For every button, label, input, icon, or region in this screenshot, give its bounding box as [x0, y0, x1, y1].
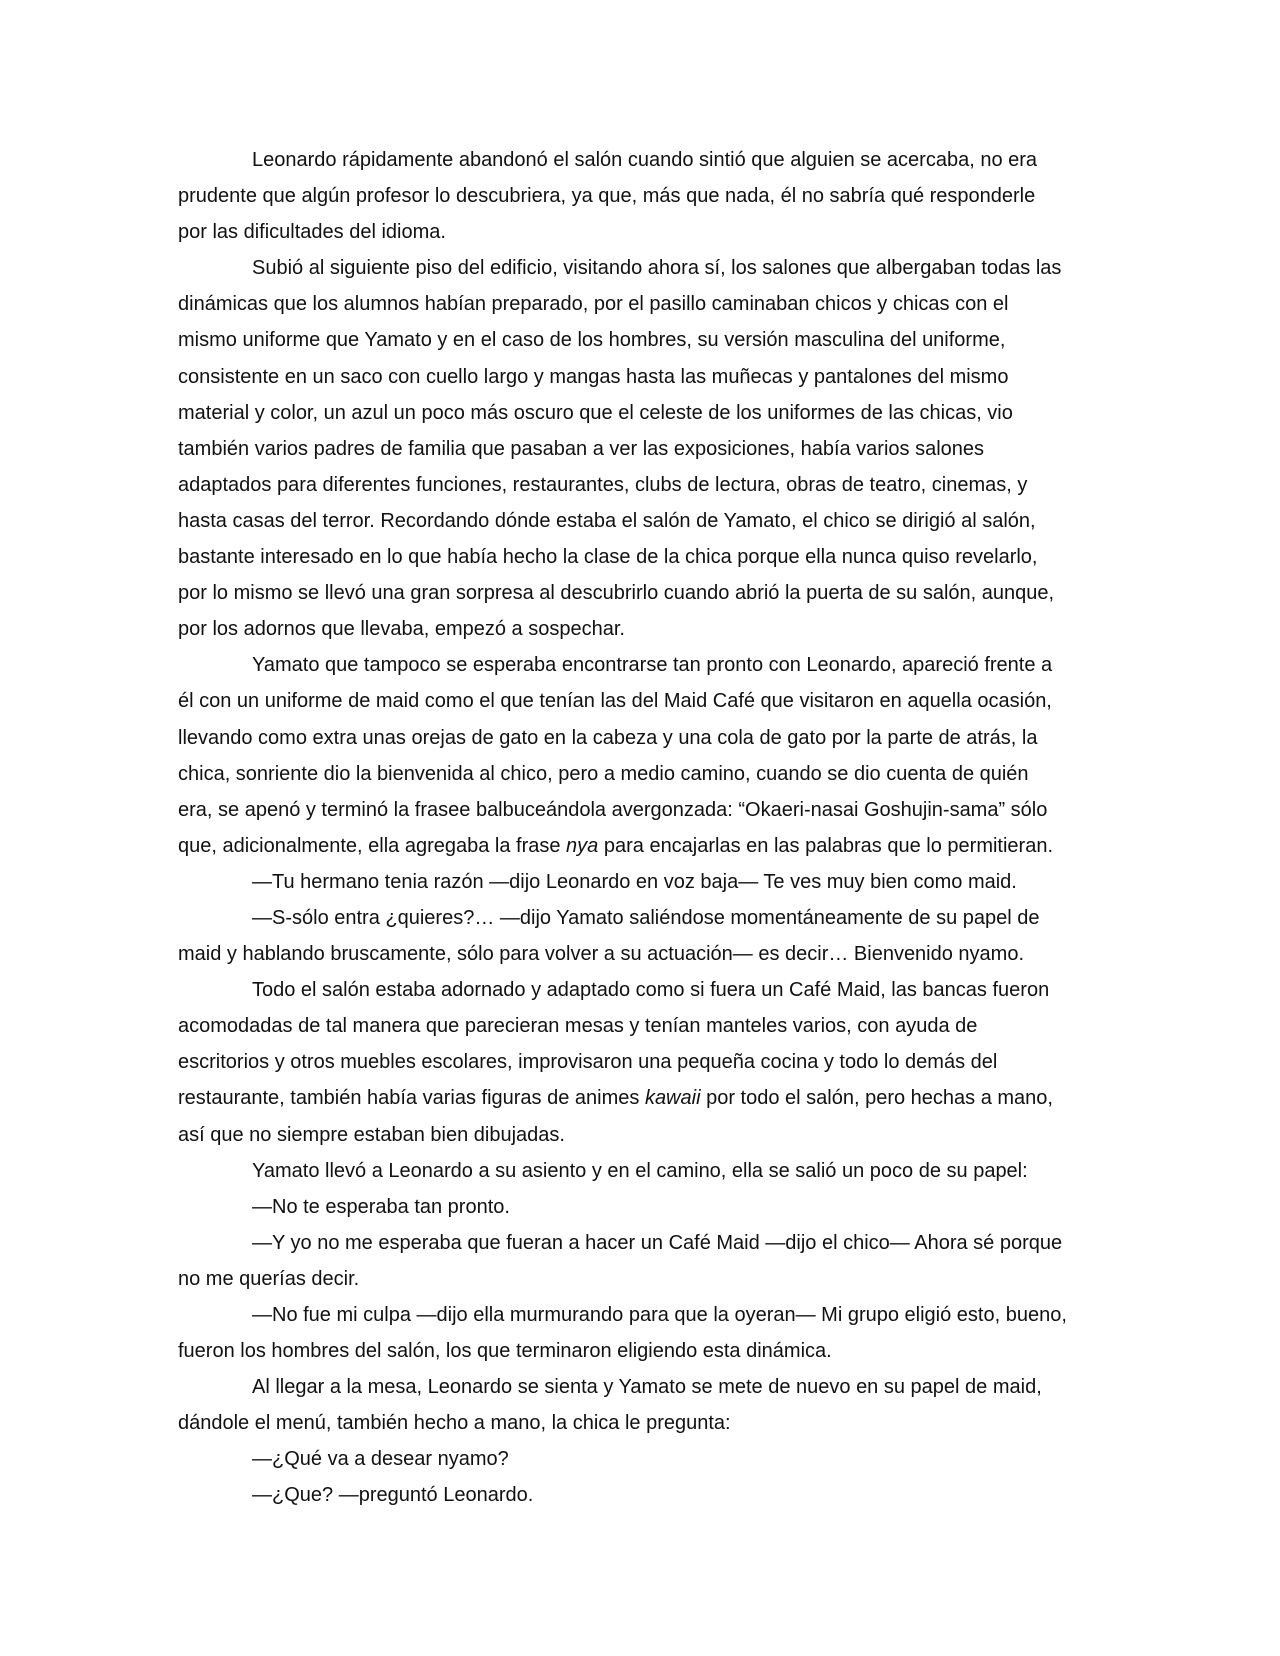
paragraph [178, 1441, 1098, 1477]
text-line [178, 828, 1098, 864]
text-run: por todo el salón, pero hechas a mano, [700, 1087, 1053, 1110]
dialogue-line: —¿Qué va a desear nyamo? [252, 1448, 509, 1471]
text-run: restaurante, también había varias figuras de animes [178, 1087, 645, 1110]
dialogue-line: —S-sólo entra ¿quieres?… —dijo Yamato saliéndose momentáneamente de su papel de [252, 906, 1040, 929]
text-line: adaptados para diferentes funciones, restaurantes, clubs de lectura, obras de teatro, cinemas, y [178, 473, 1028, 496]
text-line: mismo uniforme que Yamato y en el caso de los hombres, su versión masculina del uniforme, [178, 329, 1006, 352]
text-line: también varios padres de familia que pasaban a ver las exposiciones, había varios salones [178, 437, 985, 460]
text-run: para encajarlas en las palabras que lo permitieran. [598, 834, 1054, 857]
paragraph [178, 1477, 1098, 1513]
text-line: así que no siempre estaban bien dibujadas. [178, 1123, 565, 1146]
text-line: prudente que algún profesor lo descubriera, ya que, más que nada, él no sabría qué responderle [178, 185, 1036, 208]
italic-word: kawaii [644, 1087, 701, 1110]
text-line: maid y hablando bruscamente, sólo para volver a su actuación— es decir… Bienvenido nyamo. [178, 943, 1025, 966]
paragraph [178, 647, 1098, 864]
body-text [178, 142, 1098, 1514]
text-line: acomodadas de tal manera que parecieran mesas y tenían manteles varios, con ayuda de [178, 1015, 978, 1038]
paragraph [178, 1225, 1098, 1297]
text-line: bastante interesado en lo que había hecho la clase de la chica porque ella nunca quiso revelarlo, [178, 546, 1038, 569]
dialogue-line: —No te esperaba tan pronto. [252, 1195, 510, 1218]
text-line: llevando como extra unas orejas de gato en la cabeza y una cola de gato por la parte de atrás, la [178, 726, 1038, 749]
text-line: dinámicas que los alumnos habían preparado, por el pasillo caminaban chicos y chicas con el [178, 293, 1009, 316]
paragraph [178, 1369, 1098, 1441]
paragraph [178, 972, 1098, 1152]
text-line: por las dificultades del idioma. [178, 221, 446, 244]
text-run: que, adicionalmente, ella agregaba la frase [178, 834, 567, 857]
paragraph [178, 250, 1098, 647]
text-line: material y color, un azul un poco más oscuro que el celeste de los uniformes de las chicas, vio [178, 401, 1013, 424]
text-line: Yamato que tampoco se esperaba encontrarse tan pronto con Leonardo, apareció frente a [252, 654, 1053, 677]
text-line: hasta casas del terror. Recordando dónde estaba el salón de Yamato, el chico se dirigió al salón, [178, 509, 1036, 532]
text-line: escritorios y otros muebles escolares, improvisaron una pequeña cocina y todo lo demás del [178, 1051, 998, 1074]
paragraph [178, 1297, 1098, 1369]
text-line: por lo mismo se llevó una gran sorpresa al descubrirlo cuando abrió la puerta de su salón, aunque, [178, 582, 1055, 605]
text-line: Subió al siguiente piso del edificio, visitando ahora sí, los salones que albergaban todas las [252, 257, 1062, 280]
paragraph [178, 900, 1098, 972]
dialogue-line: —No fue mi culpa —dijo ella murmurando para que la oyeran— Mi grupo eligió esto, bueno, [252, 1304, 1067, 1326]
text-line: era, se apenó y terminó la frasee balbuceándola avergonzada: “Okaeri-nasai Goshujin-sama” sólo [178, 798, 1048, 821]
text-line: chica, sonriente dio la bienvenida al chico, pero a medio camino, cuando se dio cuenta de quién [178, 762, 1029, 785]
dialogue-line: —¿Que? —preguntó Leonardo. [252, 1484, 534, 1507]
text-line: por los adornos que llevaba, empezó a sospechar. [178, 618, 625, 641]
text-line: Al llegar a la mesa, Leonardo se sienta y Yamato se mete de nuevo en su papel de maid, [252, 1376, 1042, 1399]
text-line: él con un uniforme de maid como el que tenían las del Maid Café que visitaron en aquella ocasión, [178, 690, 1052, 713]
paragraph [178, 1189, 1098, 1225]
text-line: fueron los hombres del salón, los que terminaron eligiendo esta dinámica. [178, 1340, 832, 1363]
paragraph [178, 1153, 1098, 1189]
text-line [178, 1080, 1098, 1116]
text-line: dándole el menú, también hecho a mano, la chica le pregunta: [178, 1412, 731, 1435]
text-line: Todo el salón estaba adornado y adaptado como si fuera un Café Maid, las bancas fueron [252, 979, 1050, 1002]
italic-word: nya [566, 834, 599, 857]
paragraph [178, 142, 1098, 250]
paragraph [178, 864, 1098, 900]
text-line: Leonardo rápidamente abandonó el salón cuando sintió que alguien se acercaba, no era [252, 149, 1038, 171]
text-line: consistente en un saco con cuello largo y mangas hasta las muñecas y pantalones del mismo [178, 365, 1009, 388]
text-line: no me querías decir. [178, 1267, 360, 1290]
dialogue-line: —Tu hermano tenia razón —dijo Leonardo en voz baja— Te ves muy bien como maid. [252, 870, 1017, 893]
dialogue-line: —Y yo no me esperaba que fueran a hacer un Café Maid —dijo el chico— Ahora sé porque [252, 1231, 1063, 1254]
text-line: Yamato llevó a Leonardo a su asiento y en el camino, ella se salió un poco de su papel: [252, 1159, 1028, 1182]
